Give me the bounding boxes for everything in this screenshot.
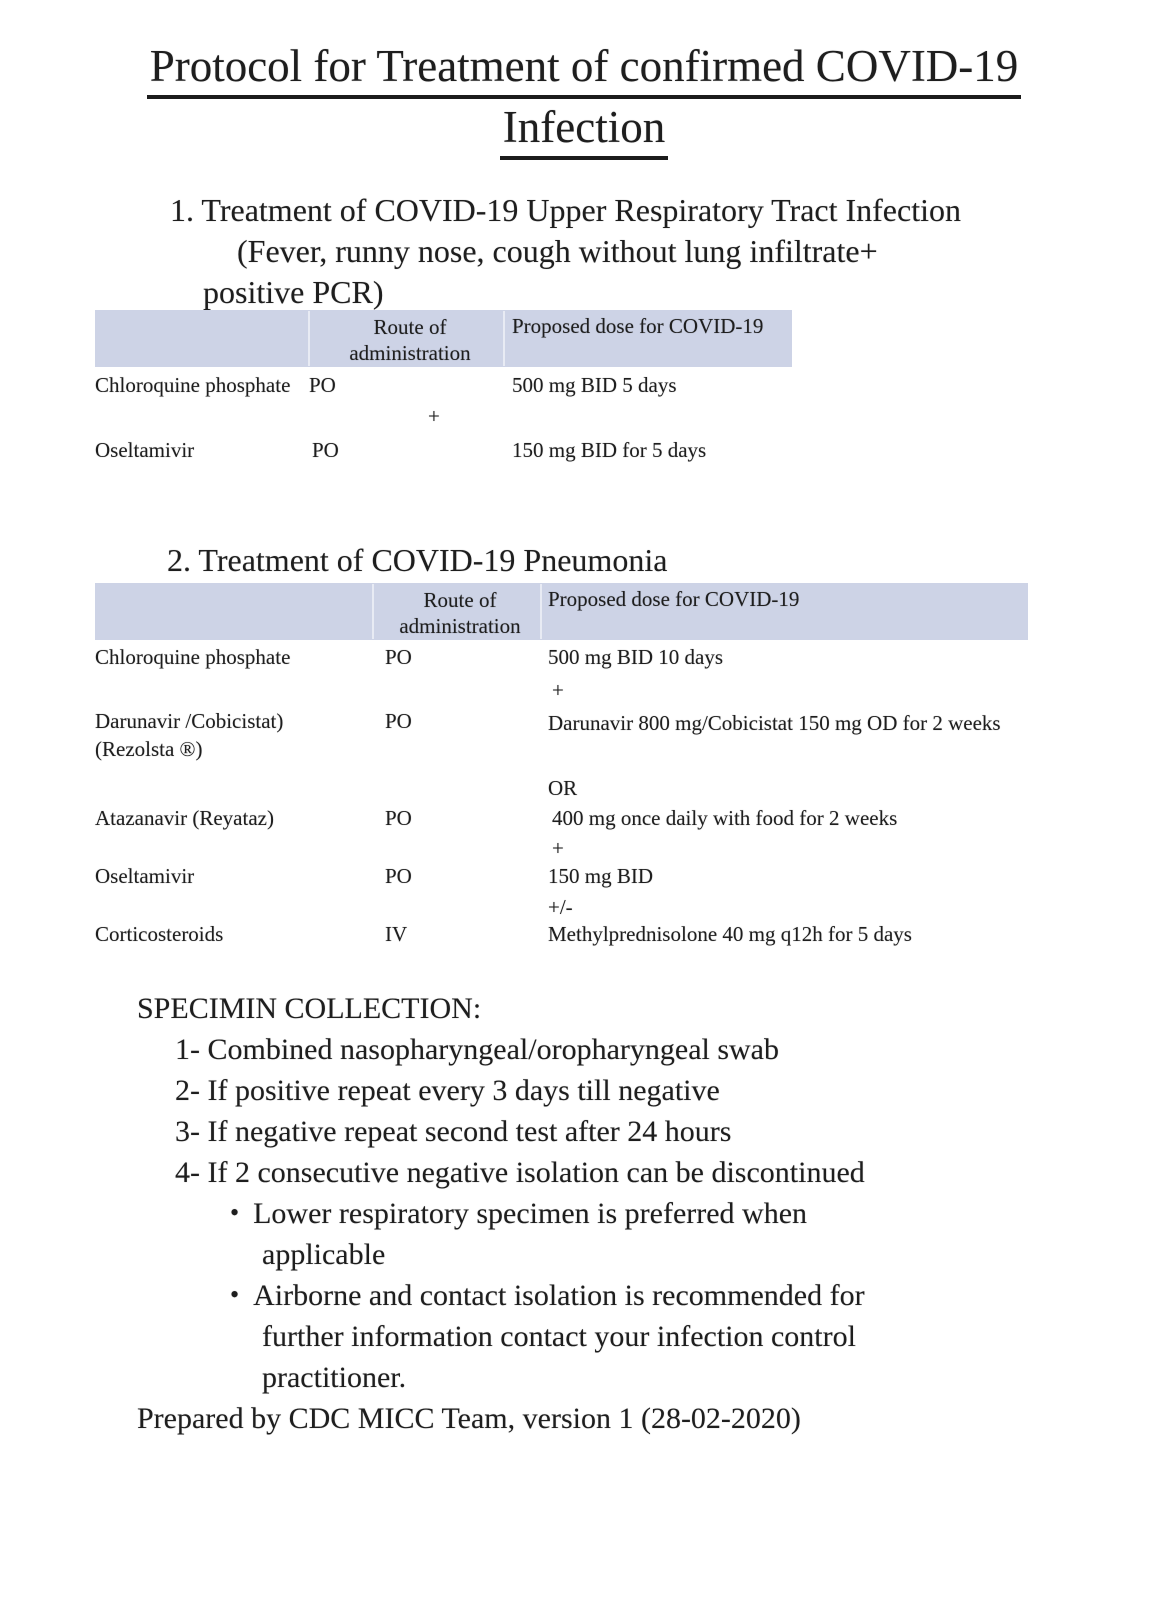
document-footer: Prepared by CDC MICC Team, version 1 (28-02-2020) <box>137 1402 801 1435</box>
table1-row2-dose: 150 mg BID for 5 days <box>512 438 707 462</box>
specimen-bullet-2 <box>137 1279 1097 1320</box>
table2-row5-route: IV <box>385 922 408 946</box>
document-title-line1 <box>0 40 1168 99</box>
table1-plus-connector: + <box>428 404 440 428</box>
bullet-2-text: Airborne and contact isolation is recommended for <box>253 1279 865 1312</box>
table2-plusminus-connector: +/- <box>548 895 573 919</box>
table1-row1-dose: 500 mg BID 5 days <box>512 373 677 397</box>
section1-heading-line1: 1. Treatment of COVID-19 Upper Respiratory Tract Infection <box>170 192 961 228</box>
table2-header-route: Route of administration <box>399 588 521 638</box>
specimen-bullet-1-cont: applicable <box>262 1238 386 1271</box>
table2-row3-route: PO <box>385 806 412 830</box>
table2-row5-drug: Corticosteroids <box>95 922 224 946</box>
specimen-item-2: 2- If positive repeat every 3 days till negative <box>175 1074 720 1107</box>
table2-row2-dose: Darunavir 800 mg/Cobicistat 150 mg OD for 2 weeks <box>548 711 1001 735</box>
table1-header-dose: Proposed dose for COVID-19 <box>512 314 764 338</box>
table2-row3-drug: Atazanavir (Reyataz) <box>95 806 274 830</box>
table2-row4-drug: Oseltamivir <box>95 864 195 888</box>
table2-row2-drug-line2: (Rezolsta ®) <box>95 737 203 761</box>
table2-row2-route: PO <box>385 709 412 733</box>
specimen-bullet-2-cont-2: practitioner. <box>262 1361 407 1394</box>
table2-header-dose: Proposed dose for COVID-19 <box>548 587 800 611</box>
table2-row4-dose: 150 mg BID <box>548 864 653 888</box>
title-text: Protocol for Treatment of confirmed COVID-19 <box>147 40 1022 99</box>
specimen-item-3: 3- If negative repeat second test after 24 hours <box>175 1115 732 1148</box>
table2-row3-dose: 400 mg once daily with food for 2 weeks <box>552 806 898 830</box>
table1-row2-drug: Oseltamivir <box>95 438 195 462</box>
section1-heading-line2: (Fever, runny nose, cough without lung infiltrate+ <box>237 233 878 269</box>
table1-column-divider-1 <box>308 311 310 366</box>
table2-column-divider-2 <box>540 584 542 639</box>
title-text-2: Infection <box>500 101 668 160</box>
bullet-icon: • <box>230 1198 240 1227</box>
table2-plus-connector-2: + <box>552 836 564 860</box>
table2-or-connector: OR <box>548 776 578 800</box>
specimen-heading: SPECIMIN COLLECTION: <box>137 992 482 1025</box>
table1-header-route: Route of administration <box>349 315 471 365</box>
table2-row4-route: PO <box>385 864 412 888</box>
document-title-line2 <box>0 101 1168 160</box>
specimen-bullet-2-cont-1: further information contact your infection control <box>262 1320 856 1353</box>
specimen-item-4: 4- If 2 consecutive negative isolation can be discontinued <box>175 1156 865 1189</box>
table2-row2-drug-line1: Darunavir /Cobicistat) <box>95 709 284 733</box>
section1-heading-line3: positive PCR) <box>203 274 384 310</box>
table2-row1-route: PO <box>385 645 412 669</box>
table1-column-divider-2 <box>503 311 505 366</box>
table2-row1-dose: 500 mg BID 10 days <box>548 645 723 669</box>
specimen-bullet-1 <box>137 1197 1097 1238</box>
section2-heading: 2. Treatment of COVID-19 Pneumonia <box>167 542 668 578</box>
table1-row1-drug: Chloroquine phosphate <box>95 373 291 397</box>
bullet-1-text: Lower respiratory specimen is preferred when <box>253 1197 808 1230</box>
specimen-item-1: 1- Combined nasopharyngeal/oropharyngeal swab <box>175 1033 779 1066</box>
table2-plus-connector-1: + <box>552 678 564 702</box>
table2-row5-dose: Methylprednisolone 40 mg q12h for 5 days <box>548 922 912 946</box>
bullet-icon: • <box>230 1280 240 1309</box>
table1-row1-route: PO <box>309 373 336 397</box>
table1-row2-route: PO <box>312 438 339 462</box>
table2-row1-drug: Chloroquine phosphate <box>95 645 291 669</box>
specimen-collection-section <box>137 992 1097 1443</box>
table2-column-divider-1 <box>372 584 374 639</box>
